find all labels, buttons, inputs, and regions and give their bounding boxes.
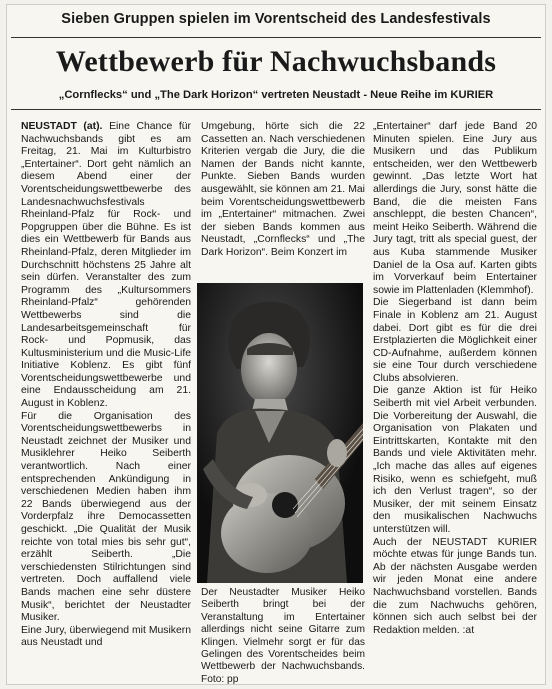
- top-rule: [11, 37, 541, 38]
- paragraph: Eine Jury, überwiegend mit Musikern aus Neustadt und: [21, 624, 191, 649]
- paragraph-text: Eine Chance für Nachwuchsbands gibt es am Freitag, 21. Mai im Kulturbistro „Entertainer“. Dort geht nämlich an diesem Abend einer der Vorentscheidungswettbewerbe des Landesnachwuchsfestivals Rheinland-Pfalz für Rock- und Popgruppen über die Bühne. Es ist dies ein Wettbewerb für Bands aus Rheinland-Pfalz, deren Mitglieder im Durchschnitt höchstens 25 Jahre alt sein dürfen. Veranstalter des zum Programm des „Kultursommers Rheinland-Pfalz“ gehörenden Wettbewerbs sind die Landesarbeitsgemeinschaft für Rock- und Popmusik, das Kultusministerium und die Music-Life Initiative Koblenz. Es gibt fünf Vorentscheidungswettbewerbe und eine Endausscheidung am 21. August in Koblenz.: [21, 121, 192, 410]
- paragraph: Die Siegerband ist dann beim Finale in Koblenz am 21. August dabei. Dort gibt es für die drei Erstplazierten die Möglichkeit einer CD-Aufnahme, außerdem können sie eine Tour durch verschiedene Clubs absolvieren.: [373, 297, 537, 384]
- headline: Wettbewerb für Nachwuchsbands: [55, 45, 497, 78]
- subheadline: „Cornflecks“ und „The Dark Horizon“ vertreten Neustadt - Neue Reihe im KURIER: [58, 89, 494, 101]
- photo-caption: Der Neustadter Musiker Heiko Seiberth bringt bei der Veranstaltung im Entertainer allerdings nicht seine Gitarre zum Klingen. Vielmehr sorgt er für das Gelingen des Vorentscheides beim Wettbewerb der Nachwuchsbands. Foto: pp: [201, 587, 365, 685]
- article-column-2: [201, 121, 365, 260]
- article-column-3: [373, 121, 537, 637]
- article-column-1: [21, 121, 191, 650]
- subhead-rule: [11, 109, 541, 110]
- paragraph: Umgebung, hörte sich die 22 Cassetten an. Nach verschiedenen Kriterien vergab die Jury, die die Namen der Bands nicht kannte, Punkte. Sieben Bands wurden ausgewählt, sie können am 21. Mai beim Vorentscheidungswettbewerb im „Entertainer“ mitmachen. Zwei der sieben Bands kommen aus Neustadt, „Cornflecks“ und „The Dark Horizon“. Beim Konzert im: [201, 121, 365, 258]
- dateline: NEUSTADT (at).: [21, 121, 103, 132]
- paragraph: Auch der NEUSTADT KURIER möchte etwas für junge Bands tun. Ab der nächsten Ausgabe werden wir jeden Monat eine andere Nachwuchsband vorstellen. Bands die zum Nachwuchs gehören, können sich auch selbst bei der Redaktion melden. :at: [373, 536, 537, 636]
- paragraph: „Entertainer“ darf jede Band 20 Minuten spielen. Eine Jury aus Musikern und das Publikum entscheiden, wer den Wettbewerb gewinnt. „Das letzte Wort hat allerdings die Jury, sonst hätte die Band, die die meisten Fans anschleppt, die besten Chancen“, meint Heiko Seiberth. Während die Jury tagt, tritt als special guest, der aus Kuba stammende Musiker Daniel de la Osa auf. Karten gibts im Vorverkauf beim Entertainer sowie im Plattenladen (Klemmhof).: [373, 121, 537, 296]
- paragraph: [21, 121, 191, 411]
- paragraph: Für die Organisation des Vorentscheidungswettbewerbs in Neustadt zeichnet der Musiker und Musiklehrer Heiko Seiberth verantwortlich. Nach einer entsprechenden Ankündigung in verschiedenen Medien haben ihm 22 Bands überwiegend aus der Vorderpfalz ihre Democassetten geschickt. „Die Qualität der Musik reichte von total mies bis sehr gut“, erzählt Seiberth. „Die verschiedensten Stilrichtungen sind vertreten. Doch auffallend viele Bands machen eine sehr düstere Musik“, berichtet der Neustadter Musiker.: [21, 410, 191, 624]
- kicker-line: Sieben Gruppen spielen im Vorentscheid des Landesfestivals: [61, 11, 491, 27]
- newspaper-clipping: [6, 4, 546, 685]
- paragraph: Die ganze Aktion ist für Heiko Seiberth mit viel Arbeit verbunden. Die Vorbereitung der Auswahl, die Organisation von Plakaten und Eintrittskarten, Kontakte mit den Bands und viele Aktivitäten mehr. „Ich mache das alles auf eigenes Risiko, wenn es schiefgeht, muß ich den Verlust tragen“, so der Musiker, der mit seinem Einsatz den musikalischen Nachwuchs unterstützen will.: [373, 385, 537, 535]
- musician-photo: [197, 283, 363, 583]
- guitarist-image: [197, 283, 363, 583]
